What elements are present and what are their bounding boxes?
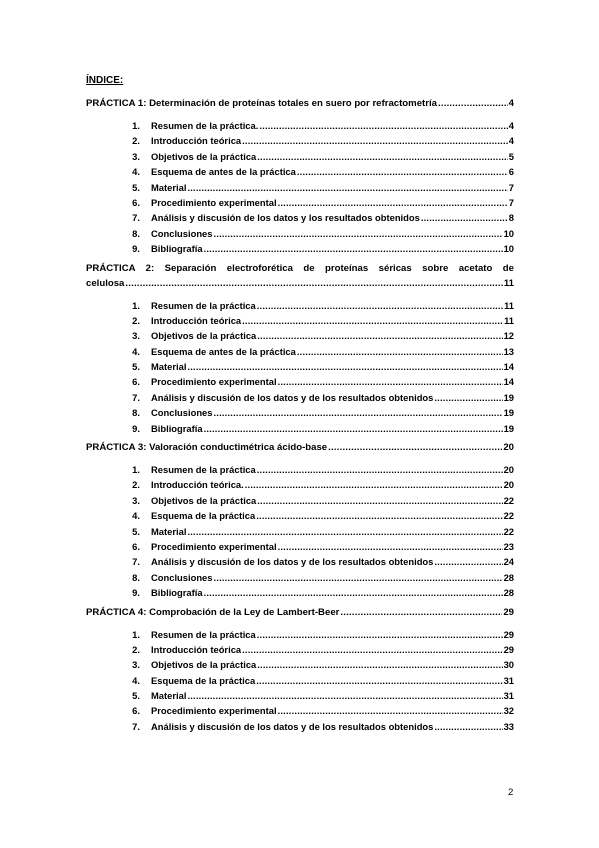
toc-item[interactable] bbox=[86, 477, 514, 492]
toc-item[interactable] bbox=[86, 539, 514, 554]
item-label: Resumen de la práctica. bbox=[151, 119, 259, 131]
item-page: 6 bbox=[508, 166, 514, 178]
item-page: 28 bbox=[503, 571, 514, 583]
toc-item[interactable] bbox=[86, 298, 514, 313]
item-number: 6. bbox=[132, 540, 140, 552]
toc-item[interactable] bbox=[86, 554, 514, 569]
dot-leader bbox=[434, 390, 502, 405]
item-page: 10 bbox=[503, 243, 514, 255]
toc-item[interactable] bbox=[86, 421, 514, 436]
item-label: Esquema de la práctica bbox=[151, 674, 256, 686]
item-number: 8. bbox=[132, 571, 140, 583]
item-number: 2. bbox=[132, 643, 140, 655]
toc-practice-4 bbox=[86, 605, 514, 620]
toc-item[interactable] bbox=[86, 570, 514, 585]
toc-item[interactable] bbox=[86, 642, 514, 657]
practice-title: PRÁCTICA 4: Comprobación de la Ley de Lambert-Beer bbox=[86, 606, 340, 618]
item-label: Resumen de la práctica bbox=[151, 464, 256, 476]
table-of-contents bbox=[86, 96, 514, 738]
toc-item[interactable] bbox=[86, 210, 514, 225]
item-number: 3. bbox=[132, 150, 140, 162]
item-number: 7. bbox=[132, 556, 140, 568]
toc-practice-3-items bbox=[86, 462, 514, 601]
dot-leader bbox=[245, 477, 503, 492]
dot-leader bbox=[256, 673, 502, 688]
item-number: 1. bbox=[132, 299, 140, 311]
item-number: 5. bbox=[132, 525, 140, 537]
item-page: 8 bbox=[508, 212, 514, 224]
dot-leader bbox=[257, 298, 503, 313]
item-label: Procedimiento experimental bbox=[151, 705, 277, 717]
item-label: Resumen de la práctica bbox=[151, 628, 256, 640]
toc-item[interactable] bbox=[86, 390, 514, 405]
dot-leader bbox=[328, 440, 502, 455]
toc-practice-heading[interactable] bbox=[86, 605, 514, 620]
dot-leader bbox=[257, 462, 503, 477]
item-page: 11 bbox=[504, 299, 514, 311]
practice-page: 4 bbox=[508, 98, 514, 109]
item-label: Introducción teórica bbox=[151, 643, 242, 655]
toc-practice-2-items bbox=[86, 298, 514, 437]
item-label: Conclusiones bbox=[151, 407, 213, 419]
item-label: Conclusiones bbox=[151, 227, 213, 239]
item-label: Introducción teórica. bbox=[151, 479, 244, 491]
item-page: 22 bbox=[503, 494, 514, 506]
item-page: 33 bbox=[503, 720, 514, 732]
dot-leader bbox=[434, 719, 502, 734]
index-title: ÍNDICE: bbox=[86, 75, 124, 86]
dot-leader bbox=[242, 642, 502, 657]
item-label: Material bbox=[151, 181, 187, 193]
item-label: Bibliografía bbox=[151, 243, 203, 255]
item-page: 19 bbox=[503, 407, 514, 419]
item-label: Análisis y discusión de los datos y los resultados obtenidos bbox=[151, 212, 420, 224]
dot-leader bbox=[257, 149, 508, 164]
item-page: 29 bbox=[503, 643, 514, 655]
item-page: 28 bbox=[503, 587, 514, 599]
dot-leader bbox=[242, 313, 503, 328]
toc-item[interactable] bbox=[86, 344, 514, 359]
item-number: 3. bbox=[132, 659, 140, 671]
item-page: 23 bbox=[503, 540, 514, 552]
item-number: 6. bbox=[132, 196, 140, 208]
toc-item[interactable] bbox=[86, 226, 514, 241]
item-number: 3. bbox=[132, 494, 140, 506]
item-number: 1. bbox=[132, 464, 140, 476]
item-label: Material bbox=[151, 525, 187, 537]
item-page: 20 bbox=[503, 464, 514, 476]
item-number: 4. bbox=[132, 345, 140, 357]
item-number: 7. bbox=[132, 720, 140, 732]
practice-title-line2: celulosa bbox=[86, 277, 125, 289]
item-number: 6. bbox=[132, 705, 140, 717]
item-page: 19 bbox=[503, 422, 514, 434]
item-label: Análisis y discusión de los datos y de los resultados obtenidos bbox=[151, 391, 434, 403]
item-page: 14 bbox=[503, 376, 514, 388]
item-page: 7 bbox=[508, 196, 514, 208]
toc-item[interactable] bbox=[86, 688, 514, 703]
item-number: 9. bbox=[132, 587, 140, 599]
dot-leader bbox=[297, 164, 508, 179]
toc-item[interactable] bbox=[86, 719, 514, 734]
dot-leader bbox=[204, 241, 503, 256]
item-label: Análisis y discusión de los datos y de los resultados obtenidos bbox=[151, 720, 434, 732]
toc-practice-3 bbox=[86, 440, 514, 455]
item-page: 13 bbox=[503, 345, 514, 357]
item-label: Esquema de la práctica bbox=[151, 510, 256, 522]
dot-leader bbox=[204, 585, 503, 600]
toc-item[interactable] bbox=[86, 524, 514, 539]
dot-leader bbox=[204, 421, 503, 436]
toc-item[interactable] bbox=[86, 133, 514, 148]
toc-item[interactable] bbox=[86, 180, 514, 195]
item-label: Esquema de antes de la práctica bbox=[151, 166, 296, 178]
item-number: 2. bbox=[132, 135, 140, 147]
dot-leader bbox=[421, 210, 508, 225]
item-label: Procedimiento experimental bbox=[151, 196, 277, 208]
dot-leader bbox=[242, 133, 508, 148]
dot-leader bbox=[438, 96, 508, 111]
practice-title-line1: PRÁCTICA 2: Separación electroforética de proteínas séricas sobre acetato de bbox=[86, 262, 514, 274]
toc-item[interactable] bbox=[86, 585, 514, 600]
item-label: Material bbox=[151, 690, 187, 702]
toc-item[interactable] bbox=[86, 405, 514, 420]
item-label: Bibliografía bbox=[151, 587, 203, 599]
item-page: 22 bbox=[503, 525, 514, 537]
toc-item[interactable] bbox=[86, 462, 514, 477]
item-page: 4 bbox=[508, 119, 514, 131]
item-number: 4. bbox=[132, 166, 140, 178]
item-number: 9. bbox=[132, 422, 140, 434]
item-number: 3. bbox=[132, 330, 140, 342]
dot-leader bbox=[187, 180, 507, 195]
dot-leader bbox=[278, 374, 503, 389]
dot-leader bbox=[278, 703, 503, 718]
dot-leader bbox=[257, 657, 502, 672]
dot-leader bbox=[278, 539, 503, 554]
item-page: 32 bbox=[503, 705, 514, 717]
toc-practice-heading bbox=[86, 276, 514, 291]
item-page: 30 bbox=[503, 659, 514, 671]
item-number: 6. bbox=[132, 376, 140, 388]
toc-practice-1 bbox=[86, 96, 514, 111]
dot-leader bbox=[340, 605, 502, 620]
dot-leader bbox=[256, 508, 502, 523]
item-label: Introducción teórica bbox=[151, 314, 242, 326]
item-number: 9. bbox=[132, 243, 140, 255]
item-label: Objetivos de la práctica bbox=[151, 150, 257, 162]
item-label: Objetivos de la práctica bbox=[151, 659, 257, 671]
item-number: 7. bbox=[132, 391, 140, 403]
toc-item[interactable] bbox=[86, 508, 514, 523]
practice-title: PRÁCTICA 3: Valoración conductimétrica ácido-base bbox=[86, 442, 328, 454]
dot-leader bbox=[278, 195, 508, 210]
dot-leader bbox=[257, 328, 502, 343]
item-page: 11 bbox=[504, 314, 514, 326]
item-page: 19 bbox=[503, 391, 514, 403]
toc-item[interactable] bbox=[86, 164, 514, 179]
toc-item[interactable] bbox=[86, 673, 514, 688]
item-label: Conclusiones bbox=[151, 571, 213, 583]
dot-leader bbox=[213, 226, 502, 241]
toc-item[interactable] bbox=[86, 374, 514, 389]
practice-page: 20 bbox=[503, 442, 514, 454]
item-number: 2. bbox=[132, 479, 140, 491]
practice-page: 11 bbox=[503, 277, 514, 289]
item-label: Material bbox=[151, 361, 187, 373]
toc-item[interactable] bbox=[86, 704, 514, 719]
dot-leader bbox=[434, 554, 502, 569]
item-page: 10 bbox=[503, 227, 514, 239]
toc-item[interactable] bbox=[86, 313, 514, 328]
dot-leader bbox=[187, 688, 502, 703]
item-page: 24 bbox=[503, 556, 514, 568]
dot-leader bbox=[259, 118, 507, 133]
item-number: 1. bbox=[132, 628, 140, 640]
item-label: Resumen de la práctica bbox=[151, 299, 256, 311]
dot-leader bbox=[213, 405, 502, 420]
toc-practice-1-items bbox=[86, 118, 514, 257]
item-page: 5 bbox=[508, 150, 514, 162]
item-page: 20 bbox=[503, 479, 514, 491]
toc-practice-2[interactable] bbox=[86, 261, 514, 291]
item-label: Procedimiento experimental bbox=[151, 376, 277, 388]
item-page: 31 bbox=[503, 690, 514, 702]
item-number: 4. bbox=[132, 510, 140, 522]
item-number: 7. bbox=[132, 212, 140, 224]
toc-item[interactable] bbox=[86, 328, 514, 343]
item-page: 31 bbox=[503, 674, 514, 686]
dot-leader bbox=[187, 524, 502, 539]
item-label: Análisis y discusión de los datos y de los resultados obtenidos bbox=[151, 556, 434, 568]
item-number: 2. bbox=[132, 314, 140, 326]
item-label: Bibliografía bbox=[151, 422, 203, 434]
dot-leader bbox=[187, 359, 502, 374]
toc-item[interactable] bbox=[86, 149, 514, 164]
item-page: 4 bbox=[508, 135, 514, 147]
toc-practice-4-items bbox=[86, 627, 514, 735]
item-number: 5. bbox=[132, 690, 140, 702]
toc-practice-heading[interactable] bbox=[86, 96, 514, 111]
item-page: 12 bbox=[503, 330, 514, 342]
item-number: 5. bbox=[132, 361, 140, 373]
toc-item[interactable] bbox=[86, 627, 514, 642]
item-number: 8. bbox=[132, 227, 140, 239]
item-number: 4. bbox=[132, 674, 140, 686]
item-number: 5. bbox=[132, 181, 140, 193]
item-page: 22 bbox=[503, 510, 514, 522]
dot-leader bbox=[257, 493, 502, 508]
item-number: 8. bbox=[132, 407, 140, 419]
item-page: 7 bbox=[508, 181, 514, 193]
dot-leader bbox=[125, 276, 502, 291]
item-page: 14 bbox=[503, 361, 514, 373]
toc-item[interactable] bbox=[86, 118, 514, 133]
dot-leader bbox=[297, 344, 503, 359]
item-label: Esquema de antes de la práctica bbox=[151, 345, 296, 357]
toc-item[interactable] bbox=[86, 657, 514, 672]
dot-leader bbox=[213, 570, 502, 585]
item-number: 1. bbox=[132, 119, 140, 131]
page-number: 2 bbox=[508, 787, 514, 798]
toc-item[interactable] bbox=[86, 359, 514, 374]
practice-title: PRÁCTICA 1: Determinación de proteínas totales en suero por refractometría bbox=[86, 98, 437, 109]
toc-item[interactable] bbox=[86, 493, 514, 508]
item-label: Introducción teórica bbox=[151, 135, 242, 147]
practice-page: 29 bbox=[503, 606, 514, 618]
item-label: Objetivos de la práctica bbox=[151, 494, 257, 506]
item-label: Procedimiento experimental bbox=[151, 540, 277, 552]
dot-leader bbox=[257, 627, 503, 642]
item-page: 29 bbox=[503, 628, 514, 640]
toc-item[interactable] bbox=[86, 195, 514, 210]
item-label: Objetivos de la práctica bbox=[151, 330, 257, 342]
toc-item[interactable] bbox=[86, 241, 514, 256]
toc-practice-heading[interactable] bbox=[86, 440, 514, 455]
